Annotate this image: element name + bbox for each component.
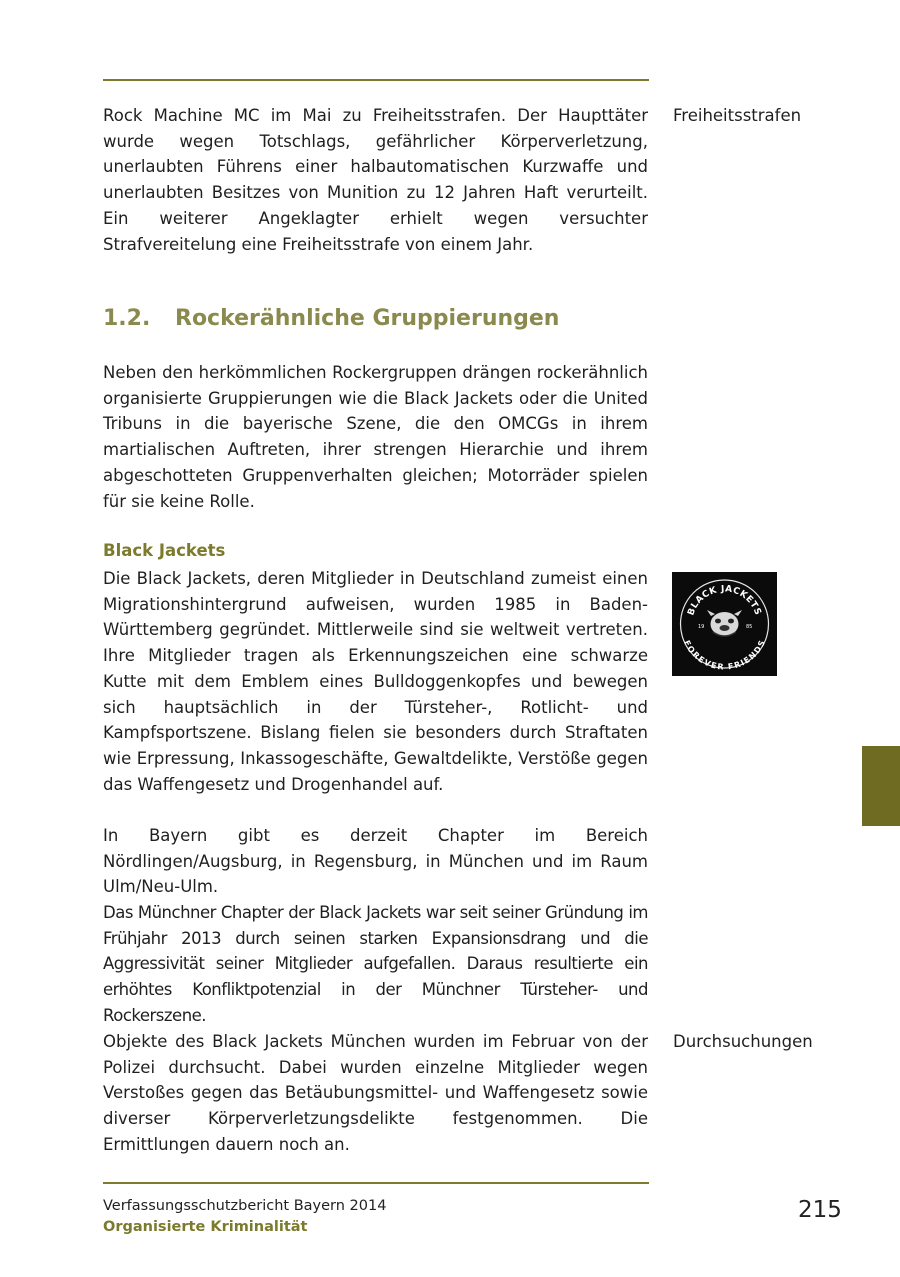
svg-text:85: 85: [746, 624, 753, 630]
paragraph-freiheitsstrafen: [103, 103, 648, 257]
paragraph-black-jackets-description: [103, 566, 648, 797]
svg-text:FOREVER FRIENDS: FOREVER FRIENDS: [682, 638, 767, 672]
paragraph-intro: [103, 360, 648, 514]
page-number: 215: [798, 1197, 842, 1223]
paragraph-durchsuchungen: [103, 1029, 648, 1158]
paragraph-text: Das Münchner Chapter der Black Jackets war seit seiner Gründung im Frühjahr 2013 durch seinen starken Expansionsdrang und die Aggressivität seiner Mitglieder aufgefallen. Daraus resultierte ein erhöhtes Konfliktpotenzial in der Münchner Türsteher- und Rockerszene.: [103, 903, 648, 1025]
footer-report-title: Verfassungsschutzbericht Bayern 2014: [103, 1198, 387, 1214]
subheading-black-jackets: Black Jackets: [103, 541, 226, 560]
paragraph-bayern-chapter: [103, 823, 648, 900]
margin-note-freiheitsstrafen: Freiheitsstrafen: [673, 106, 802, 125]
paragraph-text: Rock Machine MC im Mai zu Freiheitsstrafen. Der Haupttäter wurde wegen Totschlags, gefährlicher Körperverletzung, unerlaubten Führens einer halbautomatischen Kurzwaffe und unerlaubten Besitzes von Munition zu 12 Jahren Haft verurteilt. Ein weiterer Angeklagter erhielt wegen versuchter Strafvereitelung eine Freiheitsstrafe von einem Jahr.: [103, 106, 648, 254]
section-number: 1.2.: [103, 306, 151, 331]
bulldog-emblem-icon: [672, 572, 777, 676]
section-title: Rockerähnliche Gruppierungen: [175, 306, 560, 331]
paragraph-text: Neben den herkömmlichen Rockergruppen drängen rockerähnlich organisierte Gruppierungen wie die Black Jackets oder die United Tribuns in die bayerische Szene, die den OMCGs in ihrem martialischen Auftreten, ihrer strengen Hierarchie und ihrem abgeschotteten Gruppenverhalten gleichen; Motorräder spielen für sie keine Rolle.: [103, 363, 648, 511]
svg-text:19: 19: [698, 624, 705, 630]
paragraph-text: Objekte des Black Jackets München wurden im Februar von der Polizei durchsucht. Dabei wurden einzelne Mitglieder wegen Verstoßes gegen das Betäubungsmittel- und Waffengesetz sowie diverser Körperverletzungsdelikte festgenommen. Die Ermittlungen dauern noch an.: [103, 1032, 648, 1154]
footer-chapter-title: Organisierte Kriminalität: [103, 1219, 308, 1235]
paragraph-text: In Bayern gibt es derzeit Chapter im Bereich Nördlingen/Augsburg, in Regensburg, in München und im Raum Ulm/Neu-Ulm.: [103, 826, 648, 897]
paragraph-text: Die Black Jackets, deren Mitglieder in Deutschland zumeist einen Migrationshintergrund aufweisen, wurden 1985 in Baden-Württemberg gegründet. Mittlerweile sind sie weltweit vertreten. Ihre Mitglieder tragen als Erkennungszeichen eine schwarze Kutte mit dem Emblem eines Bulldoggenkopfes und bewegen sich hauptsächlich in der Türsteher-, Rotlicht- und Kampfsportszene. Bislang fielen sie besonders durch Straftaten wie Erpressung, Inkassogeschäfte, Gewaltdelikte, Verstöße gegen das Waffengesetz und Drogenhandel auf.: [103, 569, 648, 794]
section-heading: [103, 306, 559, 331]
chapter-thumb-tab: [862, 746, 900, 826]
paragraph-muenchner-chapter: [103, 900, 648, 1029]
top-rule: [103, 79, 649, 81]
svg-text:BLACK JACKETS: BLACK JACKETS: [686, 584, 763, 617]
black-jackets-logo: [672, 572, 777, 676]
bottom-rule: [103, 1182, 649, 1184]
margin-note-durchsuchungen: Durchsuchungen: [673, 1032, 813, 1051]
